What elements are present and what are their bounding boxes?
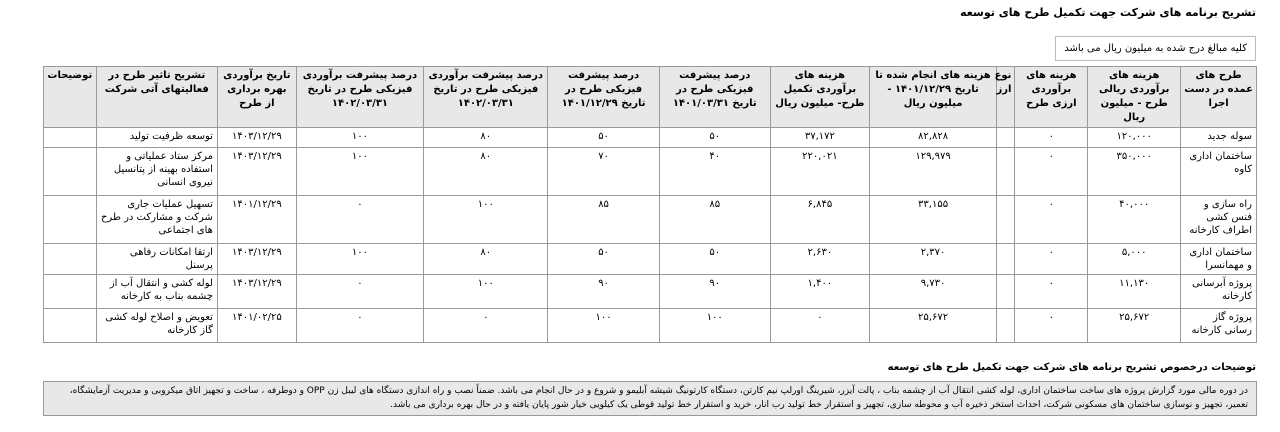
header-cell: درصد پیشرفت فیزیکی طرح در تاریخ ۱۴۰۱/۰۳/۳۱ xyxy=(659,67,770,128)
table-cell xyxy=(44,309,97,343)
header-cell: هزینه های برآوردی ارزی طرح xyxy=(1015,67,1088,128)
table-cell: ۳۳,۱۵۵ xyxy=(869,196,996,244)
table-cell: ۵۰ xyxy=(659,244,770,275)
table-cell: ۱۰۰ xyxy=(296,244,423,275)
section-title: توضیحات درخصوص تشریح برنامه های شرکت جهت تکمیل طرح های توسعه xyxy=(887,362,1256,373)
table-cell: ۷۰ xyxy=(548,148,659,196)
table-cell xyxy=(997,148,1015,196)
table-cell: ۱۰۰ xyxy=(296,148,423,196)
header-cell: تاریخ برآوردی بهره برداری از طرح xyxy=(217,67,296,128)
table-cell: ۰ xyxy=(1015,148,1088,196)
header-cell: درصد پیشرفت برآوردی فیزیکی طرح در تاریخ ۱۴۰۲/۰۳/۳۱ xyxy=(424,67,548,128)
table-cell: ساختمان اداری کاوه xyxy=(1181,148,1257,196)
table-cell xyxy=(44,128,97,148)
table-cell: ۱۴۰۱/۰۲/۲۵ xyxy=(217,309,296,343)
page-title: تشریح برنامه های شرکت جهت تکمیل طرح های توسعه xyxy=(960,6,1256,19)
table-row xyxy=(44,244,1257,275)
table-cell: ۹۰ xyxy=(659,275,770,309)
table-row xyxy=(44,148,1257,196)
table-cell: ۲۵,۶۷۲ xyxy=(869,309,996,343)
table-cell: ۴۰,۰۰۰ xyxy=(1088,196,1181,244)
table-cell: ۰ xyxy=(296,309,423,343)
table-cell xyxy=(997,244,1015,275)
table-row xyxy=(44,309,1257,343)
table-cell: ۵۰ xyxy=(548,244,659,275)
table-cell: ۲۲۰,۰۲۱ xyxy=(770,148,869,196)
table-cell: تعویض و اصلاح لوله کشی گاز کارخانه xyxy=(96,309,217,343)
table-cell: ۵,۰۰۰ xyxy=(1088,244,1181,275)
table-cell xyxy=(997,275,1015,309)
table-cell: ۱۴۰۳/۱۲/۲۹ xyxy=(217,148,296,196)
table-cell: ۹,۷۳۰ xyxy=(869,275,996,309)
table-cell: ۳۷,۱۷۲ xyxy=(770,128,869,148)
table-cell: لوله کشی و انتقال آب از چشمه بناب به کارخانه xyxy=(96,275,217,309)
table-cell: ۰ xyxy=(1015,275,1088,309)
table-cell xyxy=(997,128,1015,148)
header-cell: درصد پیشرفت برآوردی فیزیکی طرح در تاریخ ۱۴۰۲/۰۳/۳۱ xyxy=(296,67,423,128)
table-cell: ۱۴۰۳/۱۲/۲۹ xyxy=(217,244,296,275)
currency-note: کلیه مبالغ درج شده به میلیون ریال می باشد xyxy=(1055,36,1256,61)
table-cell: ۸۲,۸۲۸ xyxy=(869,128,996,148)
table-cell: ۱۱,۱۳۰ xyxy=(1088,275,1181,309)
table-cell: ۱۰۰ xyxy=(296,128,423,148)
table-cell: ۰ xyxy=(1015,196,1088,244)
table-cell: ۱۰۰ xyxy=(548,309,659,343)
table-cell: پروژه گاز رسانی کارخانه xyxy=(1181,309,1257,343)
table-cell: ۸۰ xyxy=(424,128,548,148)
header-cell: درصد پیشرفت فیزیکی طرح در تاریخ ۱۴۰۱/۱۲/۲۹ xyxy=(548,67,659,128)
table-cell: ارتقا امکانات رفاهی پرسنل xyxy=(96,244,217,275)
table-row xyxy=(44,196,1257,244)
table-cell: ۶,۸۴۵ xyxy=(770,196,869,244)
table-cell: ۲۵,۶۷۲ xyxy=(1088,309,1181,343)
table-cell: ۲,۶۳۰ xyxy=(770,244,869,275)
table-cell: ساختمان اداری و مهمانسرا xyxy=(1181,244,1257,275)
table-cell: تسهیل عملیات جاری شرکت و مشارکت در طرح های اجتماعی xyxy=(96,196,217,244)
table-cell: ۰ xyxy=(424,309,548,343)
table-cell xyxy=(44,275,97,309)
table-cell: مرکز ستاد عملیاتی و استفاده بهینه از پتانسیل نیروی انسانی xyxy=(96,148,217,196)
table-cell: ۰ xyxy=(770,309,869,343)
table-cell: ۱,۴۰۰ xyxy=(770,275,869,309)
table-cell: ۹۰ xyxy=(548,275,659,309)
table-cell: پروژه آبرسانی کارخانه xyxy=(1181,275,1257,309)
table-cell: ۱۴۰۱/۱۲/۲۹ xyxy=(217,196,296,244)
development-projects-table xyxy=(43,66,1257,343)
table-cell: ۵۰ xyxy=(659,128,770,148)
table-cell: ۳۵۰,۰۰۰ xyxy=(1088,148,1181,196)
table-cell: سوله جدید xyxy=(1181,128,1257,148)
table-cell xyxy=(44,244,97,275)
table-cell: ۰ xyxy=(1015,309,1088,343)
table-cell: راه سازی و فنس کشی اطراف کارخانه xyxy=(1181,196,1257,244)
table-cell: ۱۲۹,۹۷۹ xyxy=(869,148,996,196)
table-row xyxy=(44,275,1257,309)
table-cell: ۰ xyxy=(296,196,423,244)
header-cell: نوع ارز xyxy=(997,67,1015,128)
table-cell: ۵۰ xyxy=(548,128,659,148)
table-cell xyxy=(997,196,1015,244)
table-cell: ۰ xyxy=(1015,244,1088,275)
table-cell xyxy=(997,309,1015,343)
table-cell: ۸۵ xyxy=(659,196,770,244)
table-cell: ۰ xyxy=(1015,128,1088,148)
table-cell: ۸۰ xyxy=(424,148,548,196)
header-cell: توضیحات xyxy=(44,67,97,128)
description-text: در دوره مالی مورد گزارش پروژه های ساخت ساختمان اداری، لوله کشی انتقال آب از چشمه بناب ، پالت آیزر، شیرینگ اورلپ نیم کارتن، دستگاه کارتونیگ شیشه آبلیمو و شروع و در حال انجام می باشد. ضمناً نصب و راه اندازی دستگاه های لیبل زن OPP و دوطرفه ، ساخت و تجهیز اتاق میکروبی و مدیریت آزمایشگاه، تعمیر، تجهیز و نوسازی ساختمان های مسکونی شرکت، احداث استخر ذخیره آب و محوطه سازی، تجهیز و استقرار خط تولید رب انار، خرید و استقرار خط تولید قوطی یک کیلویی خیار شور پایان یافته و در حال بهره برداری می باشد. xyxy=(43,381,1257,416)
table-cell: ۱۴۰۳/۱۲/۲۹ xyxy=(217,128,296,148)
table-cell: ۸۵ xyxy=(548,196,659,244)
table-cell: توسعه ظرفیت تولید xyxy=(96,128,217,148)
table-cell: ۱۴۰۳/۱۲/۲۹ xyxy=(217,275,296,309)
table-cell: ۱۲۰,۰۰۰ xyxy=(1088,128,1181,148)
table-cell: ۲,۳۷۰ xyxy=(869,244,996,275)
table-header-row xyxy=(44,67,1257,128)
table-row xyxy=(44,128,1257,148)
table-cell: ۱۰۰ xyxy=(659,309,770,343)
table-cell xyxy=(44,148,97,196)
table-cell: ۴۰ xyxy=(659,148,770,196)
header-cell: تشریح تاثیر طرح در فعالیتهای آتی شرکت xyxy=(96,67,217,128)
table-cell: ۸۰ xyxy=(424,244,548,275)
table-cell: ۰ xyxy=(296,275,423,309)
header-cell: هزینه های برآوردی ریالی طرح - میلیون ریال xyxy=(1088,67,1181,128)
table-cell xyxy=(44,196,97,244)
table-cell: ۱۰۰ xyxy=(424,196,548,244)
header-cell: هزینه های برآوردی تکمیل طرح- میلیون ریال xyxy=(770,67,869,128)
table-cell: ۱۰۰ xyxy=(424,275,548,309)
header-cell: هزینه های انجام شده تا تاریخ ۱۴۰۱/۱۲/۲۹ - میلیون ریال xyxy=(869,67,996,128)
header-cell: طرح های عمده در دست اجرا xyxy=(1181,67,1257,128)
